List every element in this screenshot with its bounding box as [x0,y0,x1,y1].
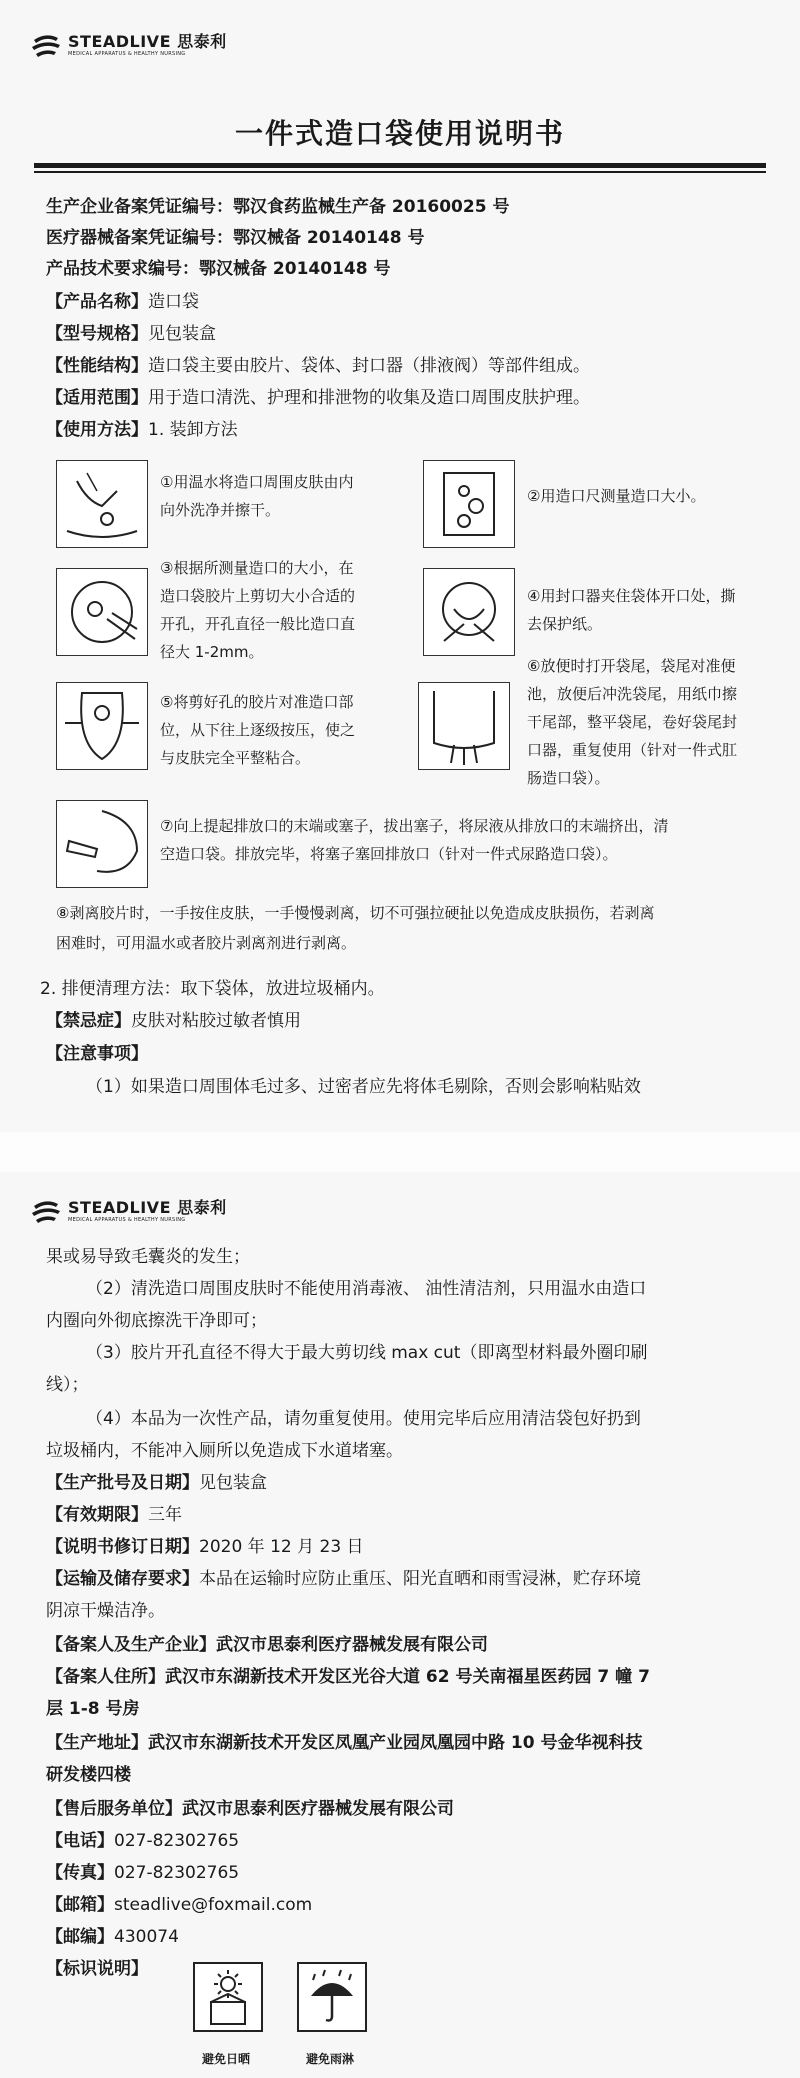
field-label: 【禁忌症】 [46,1011,131,1031]
note-1-end: 果或易导致毛囊炎的发生； [46,1247,250,1267]
brand-logo-icon [30,1198,62,1224]
step-line: ③根据所测量造口的大小，在 [160,559,354,577]
field-usage [46,415,776,445]
step-line: ①用温水将造口周围皮肤由内 [160,473,354,491]
field-label: 【生产地址】 [46,1733,148,1753]
field-value: 三年 [148,1505,182,1525]
document-title: 一件式造口袋使用说明书 [234,117,565,150]
registration-line: 产品技术要求编号：鄂汉械备 20140148 号 [46,259,391,279]
pouch-drain-icon [419,683,509,769]
brand-tagline: MEDICAL APPARATUS & HEALTHY NURSING [68,1216,186,1223]
step-line: 池，放便后冲洗袋尾，用纸巾擦 [527,685,738,703]
field-product-name [46,287,776,317]
field-value: 本品在运输时应防止重压、阳光直晒和雨雪浸淋，贮存环境 [199,1569,641,1589]
step-8-text [56,898,786,958]
cleaning-method: 2. 排便清理方法：取下袋体，放进垃圾桶内。 [40,979,385,999]
stoma-measure-icon [424,461,514,547]
step-line: 空造口袋。排放完毕，将塞子塞回排放口（针对一件式尿路造口袋）。 [160,845,618,863]
keep-away-sunlight-symbol [193,1962,263,2032]
field-label: 【生产批号及日期】 [46,1473,199,1493]
field-label: 【标识说明】 [46,1959,148,1979]
field-label: 【邮箱】 [46,1895,114,1915]
step-line: 肠造口袋）。 [527,769,610,787]
brand-name: STEADLIVE 思泰利 [68,1197,227,1217]
step-4-illustration [423,568,515,656]
field-value: 1. 装卸方法 [148,420,238,440]
field-value: 武汉市思泰利医疗器械发展有限公司 [216,1635,488,1655]
note-1-start: （1）如果造口周围体毛过多、过密者应先将体毛剔除，否则会影响粘贴效 [86,1077,641,1097]
field-notes-label [46,1039,776,1069]
field-value: 武汉市东湖新技术开发区光谷大道 62 号关南福星医药园 7 幢 7 [165,1667,650,1687]
brand-name: STEADLIVE 思泰利 [68,31,227,51]
field-label: 【使用方法】 [46,420,148,440]
step-2-text [527,482,767,510]
step-line: 开孔，开孔直径一般比造口直 [160,615,356,633]
field-label: 【电话】 [46,1831,114,1851]
step-line: ②用造口尺测量造口大小。 [527,487,706,505]
field-value: 武汉市东湖新技术开发区凤凰产业园凤凰园中路 10 号金华视科技 [148,1733,643,1753]
note-3-line: （3）胶片开孔直径不得大于最大剪切线 max cut（即离型材料最外圈印刷 [86,1343,648,1363]
brand-logo [30,1198,227,1224]
field-storage-cont: 阴凉干燥洁净。 [46,1601,165,1621]
title-rule-thick [34,163,766,168]
brand-logo-icon [30,32,62,58]
field-label: 【备案人住所】 [46,1667,165,1687]
cutting-hole-icon [57,569,147,655]
symbol-label: 避免雨淋 [306,2052,355,2066]
field-structure [46,351,776,381]
field-email [46,1890,776,1920]
note-2-line: 内圈向外彻底擦洗干净即可； [46,1311,267,1331]
field-label: 【型号规格】 [46,324,148,344]
field-symbols-label [46,1954,776,1984]
field-value: steadlive@foxmail.com [114,1895,313,1915]
field-value: 皮肤对粘胶过敏者慎用 [131,1011,301,1031]
field-value: 027-82302765 [114,1863,240,1883]
step-line: 困难时，可用温水或者胶片剥离剂进行剥离。 [56,934,357,952]
page-2 [0,1172,800,2078]
step-3-illustration [56,568,148,656]
step-line: 向外洗净并擦干。 [160,501,281,519]
step-line: 造口袋胶片上剪切大小合适的 [160,587,356,605]
step-1-illustration [56,460,148,548]
field-service [46,1794,776,1824]
field-fax [46,1858,776,1888]
step-6-text [527,652,782,792]
field-value: 430074 [114,1927,179,1947]
field-label: 【性能结构】 [46,356,148,376]
step-line: ⑤将剪好孔的胶片对准造口部 [160,693,354,711]
field-label: 【售后服务单位】 [46,1799,182,1819]
step-line: 位，从下往上逐级按压，使之 [160,721,356,739]
field-label: 【邮编】 [46,1927,114,1947]
field-production-address [46,1728,776,1758]
step-line: 去保护纸。 [527,615,603,633]
registration-line: 生产企业备案凭证编号：鄂汉食药监械生产备 20160025 号 [46,197,510,217]
field-value: 造口袋主要由胶片、袋体、封口器（排液阀）等部件组成。 [148,356,590,376]
note-4-line: （4）本品为一次性产品，请勿重复使用。使用完毕后应用清洁袋包好扔到 [86,1409,641,1429]
note-4-line: 垃圾桶内，不能冲入厕所以免造成下水道堵塞。 [46,1441,403,1461]
field-value: 造口袋 [148,292,199,312]
step-7-illustration [56,800,148,888]
field-label: 【有效期限】 [46,1505,148,1525]
title-rule-thin [34,171,766,173]
field-production-address-cont: 研发楼四楼 [46,1765,131,1785]
step-7-text [160,812,780,868]
field-label: 【注意事项】 [46,1044,148,1064]
keep-dry-symbol [297,1962,367,2032]
note-3-line: 线）； [46,1375,89,1395]
step-line: ⑦向上提起排放口的末端或塞子，拔出塞子，将尿液从排放口的末端挤出，清 [160,817,669,835]
field-validity [46,1500,776,1530]
step-line: ⑥放便时打开袋尾，袋尾对准便 [527,657,736,675]
step-6-illustration [418,682,510,770]
field-postcode [46,1922,776,1952]
step-3-text [160,554,420,666]
registration-line: 医疗器械备案凭证编号：鄂汉械备 20140148 号 [46,228,425,248]
clip-and-peel-icon [424,569,514,655]
step-line: 与皮肤完全平整粘合。 [160,749,311,767]
step-5-text [160,688,420,772]
step-5-illustration [56,682,148,770]
keep-away-sunlight-icon [195,1964,261,2030]
brand-logo [30,32,227,58]
field-value: 027-82302765 [114,1831,240,1851]
field-value: 见包装盒 [148,324,216,344]
field-value: 武汉市思泰利医疗器械发展有限公司 [182,1799,454,1819]
note-2-line: （2）清洗造口周围皮肤时不能使用消毒液、 油性清洁剂，只用温水由造口 [86,1279,647,1299]
field-batch [46,1468,776,1498]
field-label: 【传真】 [46,1863,114,1883]
field-filer-address [46,1662,776,1692]
field-phone [46,1826,776,1856]
field-label: 【产品名称】 [46,292,148,312]
pouch-attach-icon [57,683,147,769]
field-label: 【说明书修订日期】 [46,1537,199,1557]
field-storage [46,1564,776,1594]
step-line: 口器，重复使用（针对一件式肛 [527,741,738,759]
field-filer [46,1630,776,1660]
step-line: 干尾部，整平袋尾，卷好袋尾封 [527,713,738,731]
field-value: 2020 年 12 月 23 日 [199,1537,364,1557]
washing-skin-icon [57,461,147,547]
brand-tagline: MEDICAL APPARATUS & HEALTHY NURSING [68,50,186,57]
step-line: ⑧剥离胶片时，一手按住皮肤，一手慢慢剥离，切不可强拉硬扯以免造成皮肤损伤，若剥离 [56,904,655,922]
field-revision-date [46,1532,776,1562]
field-scope [46,383,776,413]
step-1-text [160,468,420,524]
field-value: 用于造口清洗、护理和排泄物的收集及造口周围皮肤护理。 [148,388,590,408]
step-line: ④用封口器夹住袋体开口处，撕 [527,587,736,605]
field-value: 见包装盒 [199,1473,267,1493]
drain-outlet-icon [57,801,147,887]
step-4-text [527,582,777,638]
field-model [46,319,776,349]
keep-dry-umbrella-icon [299,1964,365,2030]
step-2-illustration [423,460,515,548]
page-gap [0,1132,800,1172]
field-label: 【适用范围】 [46,388,148,408]
field-label: 【运输及储存要求】 [46,1569,199,1589]
field-label: 【备案人及生产企业】 [46,1635,216,1655]
field-contraindication [46,1006,776,1036]
symbol-label: 避免日晒 [202,2052,251,2066]
field-filer-address-cont: 层 1-8 号房 [46,1699,140,1719]
step-line: 径大 1-2mm。 [160,643,264,661]
